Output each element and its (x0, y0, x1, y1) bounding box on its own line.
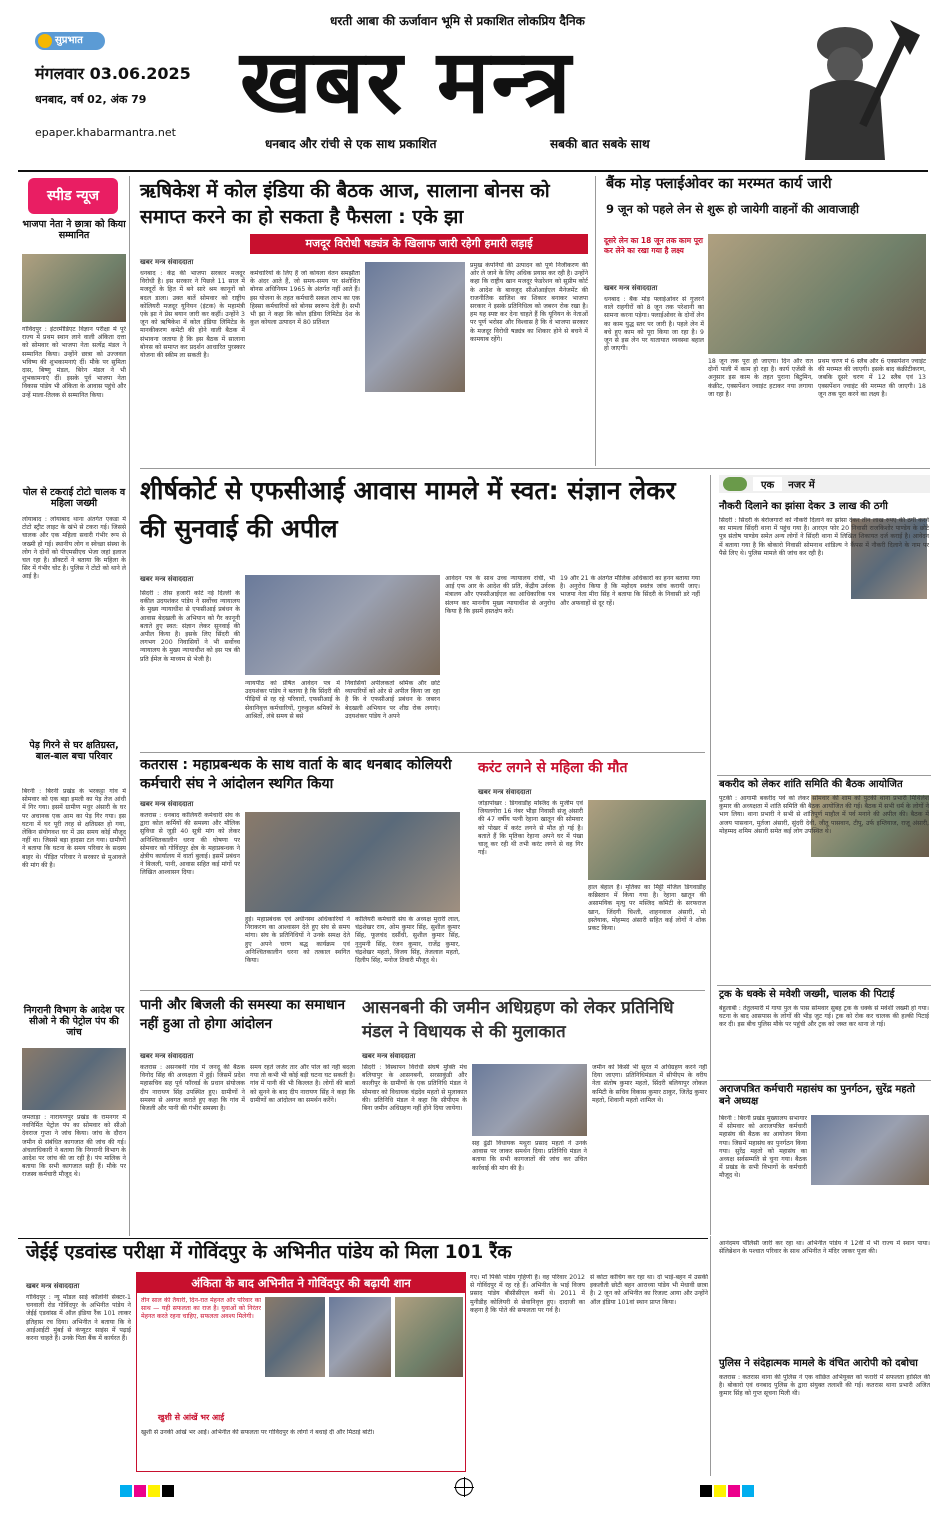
apex-text: न्यायपीठ को प्रेषित आवेदन पत्र में उदयशंकर पांडेय ने बताया है कि सिंदरी की पीढ़ियों से रह रहे परिवारों, एफसीआई के सेवानिवृत्त कर्मचारियों, गुरुकुल श्रमिकों के आश्रितों, लंबे समय से बसे (245, 680, 340, 720)
asanbani-text: सह ढुंढी विधायक मथुरा प्रसाद महतो ने उनके आवास पर जाकर समर्थन दिया। प्रतिनिधि मंडल ने बताया कि सभी कागजातों की जांच कर उचित कार्रवाई की मांग की है। (472, 1140, 587, 1172)
water-headline: पानी और बिजली की समस्या का समाधान नहीं हुआ तो होगा आंदोलन (140, 997, 346, 1032)
lead-banner: मजदूर विरोधी षड्यंत्र के खिलाफ जारी रहेगी हमारी लड़ाई (250, 234, 588, 254)
water-text: समय रहते जर्जर तार और पोल को नहीं बदला गया तो कभी भी कोई बड़ी घटना घट सकती है। गांव में पानी की भी किल्लत है। लोगों की बातों को सुनने के बाद दीप नारायण सिंह ने कहा कि ग्रामीणों का आंदोलन का समर्थन करेंगे। (250, 1064, 355, 1104)
right-bottom-column (710, 1236, 930, 1476)
edition-line: धनबाद, वर्ष 02, अंक 79 (35, 93, 147, 106)
apex-text: निवासियों अपीलकर्ता श्रमिक और छोटे व्यापारियों को ओर से अपील किया जा रहा है कि वे एफसीआई प्रबंधन के जबरन बेदखली अभियान पर शीघ्र रोक लगाएं। उदयशंकर पांडेय ने अपने (345, 680, 440, 720)
story-text: 18 जून तक पूरा हो जाएगा। दिन और रात दोनों पाली में काम हो रहा है। कार्य एजेंसी के अनुसार इस काम के तहत पुराना बिटुमिन, कंक्रीट, एक्सपेंशन ज्वाइंट हटाकर नया लगाया जा रहा है। (708, 358, 813, 398)
section-tag: एक नजर में (719, 475, 930, 493)
water-top-rule (140, 990, 705, 991)
news-photo (22, 254, 126, 322)
masthead-tagline: धरती आबा की ऊर्जावान भूमि से प्रकाशित लोकप्रिय दैनिक (330, 14, 585, 28)
byline: खबर मन्त्र संवाददाता (604, 284, 658, 292)
bottom-feature-box (136, 1272, 466, 1472)
apex-headline: शीर्षकोर्ट से एफसीआई आवास मामले में स्वत: संज्ञान लेकर की सुनवाई की अपील (140, 476, 676, 543)
current-headline: करंट लगने से महिला की मौत (478, 760, 628, 776)
byline: खबर मन्त्र संवाददाता (140, 258, 194, 266)
news-headline: भाजपा नेता ने छात्रा को किया सम्मानित (22, 219, 126, 241)
bottom-text: गोविंदपुर : न्यू मॉडल साई कॉलोनी सेक्टर-1 चनवाली रोड गोविंदपुर के अभिनीत पांडेय ने जेईई एडवांस्ड में ऑल इंडिया रैंक 101 लाकर इतिहास रच दिया। अभिनीत ने बताया कि वे आईआईटी मुंबई से कंप्यूटर साइंस में पढ़ाई करना चाहते हैं। उनके पिता बैंक में कार्यरत हैं। (26, 1294, 131, 1343)
lead-text: धनबाद : केंद्र की भाजपा सरकार मजदूर विरोधी है। इस सरकार ने पिछले 11 साल में मजदूरों के हित में बने सारे श्रम कानूनों को बदल डाला। उक्त बातें सोमवार को राष्ट्रीय कोलियरी मजदूर यूनियन (इंटक) के महामंत्री एके झा ने प्रेस बयान जारी कर कहीं। उन्होंने 3 जून को ऋषिकेश में कोल इंडिया लिमिटेड के मानकीकरण कमेटी की होने वाली बैठक में संभावना जताया है कि इस बैठक में सालाना बोनस को समाप्त कर प्रदर्शन आधारित पुरस्कार योजना की स्कीम ला सकती है। (140, 270, 245, 360)
miner-statue-image (770, 10, 930, 160)
masthead-subtitle-left: धनबाद और रांची से एक साथ प्रकाशित (265, 137, 437, 151)
masthead-rule (18, 170, 928, 172)
masthead-subtitle-right: सबकी बात सबके साथ (550, 137, 650, 151)
current-photo (588, 800, 706, 880)
news-headline: निगरानी विभाग के आदेश पर सीओ ने की पेट्रोल पंप की जांच (23, 1005, 125, 1038)
court-photo (245, 575, 440, 675)
lead-headline: ऋषिकेश में कोल इंडिया की बैठक आज, सालाना बोनस को समाप्त करने का हो सकता है फैसला : एके झा (140, 180, 550, 228)
lead-photo (365, 262, 465, 392)
bottom-text: गए। माँ पिंकी पांडेय गृहिणी हैं। वह परिवार 2012 से गोविंदपुर में रह रहे हैं। अभिनीत के भाई विजय प्रसाद पांडेय बीसीसीएल कर्मी थे। 2011 में मुनीडीह कोलियरी से सेवानिवृत्त हुए। दादाजी का कहना है कि पोते की सफलता पर गर्व है। (470, 1274, 585, 1314)
tag-icon (723, 477, 747, 491)
feature-text: खुशी से उनकी आंखें भर आईं। अभिनीत की सफलता पर गोविंदपुर के लोगों ने बधाई दी और मिठाई बांटी। (141, 1429, 375, 1436)
speed-news-column (18, 176, 130, 1236)
byline: खबर मन्त्र संवाददाता (140, 575, 194, 583)
lead-text: प्रमुख कंपनियों की उत्पादन को पूर्ण निजीकरण की ओर ले जाने के लिए अधिक प्रयास कर रही है। उन्होंने कहा कि राष्ट्रीय खान मजदूर फेडरेशन को सुप्रीम कोर्ट के आदेश के बावजूद सीओआईएल मैनेजमेंट की राजनीतिक साजिश का शिकार बनाकर भाजपा सरकार ने इसके प्रतिनिधित्व को जबरन रोक रखा है। हम यह स्पष्ट कर देना चाहते हैं कि यूनियन के नेताओं पर पूर्ण भरोसा और विश्वास है कि वे भाजपा सरकार के मजदूर विरोधी षड्यंत्र का शिकार होने से बचने में कामयाब रहेंगे। (470, 262, 588, 343)
story-text: सिंदरी : सिंदरी के बेरोजगारों को नौकरी दिलाने का झांसा देकर तीन लाख रुपए की ठगी करने का मामला सिंदरी थाना में पहुंच गया है। आरएन फोर 20 निवासी राजकिशोर पाण्डेय के छोटे पुत्र संतोष पाण्डेय समेत अन्य लोगों ने सिंदरी थाना में लिखित शिकायत दर्ज कराई है। आवेदन में बताया गया है कि बोकारो निवासी सोमनाथ शांडिल्य ने कैंपस में नौकरी दिलाने के नाम पर पैसे लिए थे। पुलिस मामले की जांच कर रही है। (719, 517, 929, 557)
masthead-title: खबर मन्त्र (240, 29, 573, 133)
rule (717, 1080, 931, 1081)
katras-top-rule (140, 752, 705, 753)
story-text: धनबाद : बैंक मोड़ फ्लाईओवर से गुजरने वाले राहगीरों को 8 जून तक परेशानी का सामना करना पड़ेगा। फ्लाईओवर के दोनों लेन का काम युद्ध स्तर पर जारी है। पहले लेन में बचे हुए काम को पूरा किया जा रहा है। 9 जून से इस लेन पर यातायात व्यवस्था बहाल हो जाएगी। (604, 296, 704, 353)
asanbani-text: सिंदरी : विस्थापन विरोधी संघर्ष मुक्ति मंच बलियापुर के आसनबनी, सरसाकुंडी और कालीपुर के ग्रामीणों के एक प्रतिनिधि मंडल ने सोमवार को विधायक चंद्रदेव महतो से मुलाकात की। प्रतिनिधि मंडल ने कहा कि सीपीएम के बिना जमीन अधिग्रहण नहीं होने दिया जायेगा। (362, 1064, 467, 1113)
story-text: बिरनी : बिरनी प्रखंड मुख्यालय सभागार में सोमवार को अराजपत्रित कर्मचारी महासंघ की बैठक का आयोजन किया गया। जिसमें महासंघ का पुनर्गठन किया गया। सुरेंद्र महतो को महासंघ का अध्यक्ष सर्वसम्मति से चुना गया। बैठक में प्रखंड के सभी विभागों के कर्मचारी मौजूद थे। (719, 1115, 807, 1180)
right-mid-column (710, 475, 930, 1235)
feature-banner: अंकिता के बाद अभिनीत ने गोविंदपुर की बढ़ायी शान (137, 1273, 465, 1293)
story-headline: अराजपत्रित कर्मचारी महासंघ का पुनर्गठन, सुरेंद्र महतो बने अध्यक्ष (719, 1084, 915, 1107)
katras-text: कोलियरी कर्मचारी संघ के अध्यक्ष मुरारी लाल, चंद्रशेखर राय, ओम कुमार सिंह, सुशील कुमार सिंह, फूलचंद दसौंधी, सुशील कुमार सिंह, नुनुमनी सिंह, रंजन कुमार, राजेंद्र कुमार, चंद्रशेखर महतो, विजय सिंह, तेजलाल महतो, दिलीप सिंह, मनोज तिवारी मौजूद थे। (355, 916, 460, 965)
masthead (0, 0, 945, 160)
story-text: प्रथम चरण में 6 स्लैब और 6 एक्सपेंशन ज्वाइंट की मरम्मत की जाएगी। इसके बाद कंक्रीटीकरण, जबकि दूसरे चरण में 12 स्लैब एवं 13 एक्सपेंशन ज्वाइंट की मरम्मत की जाएगी। 18 जून तक पूरा करने का लक्ष्य है। (818, 358, 926, 398)
speed-news-badge: स्पीड न्यूज (28, 178, 118, 214)
bottom-headline: जेईई एडवांस्ड परीक्षा में गोविंदपुर के अभिनीत पांडेय को मिला 101 रैंक (26, 1242, 512, 1263)
katras-text: हुई। महाप्रबंधक एवं अधीनस्थ अधिकारियों ने निराकरण का आश्वासन देते हुए संघ से समय मांगा। संघ के प्रतिनिधियों ने उनके समक्ष देते हुए अपने चरण बद्ध कार्यक्रम एवं अनिश्चितकालीन धरना को तत्काल स्थगित किया। (245, 916, 350, 965)
byline: खबर मन्त्र संवाददाता (140, 1052, 194, 1060)
story-text: कतरास : कतरास थाना की पुलिस ने एक वांछित अभियुक्त को फरारी में सफलता हासिल की है। बोकारो एवं धनबाद पुलिस के द्वारा संयुक्त तलाशी की गई। कतरास थाना प्रभारी अजित कुमार सिंह को गुप्त सूचना मिली थी। (719, 1373, 930, 1397)
news-headline: पेड़ गिरने से घर क्षतिग्रस्त, बाल-बाल बचा परिवार (29, 740, 119, 762)
current-text: हाल बेहाल है। मृतिका का मिट्टी मंजिल डिगवाडीह कब्रिस्तान में किया गया है। रेहाना खातून की असामयिक मृत्यु पर मस्जिद कमिटी के सरफराज खान, जिंदगी चिश्ती, शाहनवाज अंसारी, मो इस्तेयाक, मोहम्मद अंसारी सहित कई लोगों ने शोक प्रकट किया। (588, 884, 706, 933)
apex-text: आवेदन पत्र के साथ उच्च न्यायालय रांची, भी आई एफ आर के आदेश की प्रति, केंद्रीय उर्वरक मंत्रालय और एफसीआईएल का आधिकारिक पत्र संलग्न कर माननीय मुख्य न्यायाधीश से अनुरोध किया है कि इसमें हस्तक्षेप करें। (445, 575, 555, 615)
news-photo (22, 1048, 126, 1110)
apex-text: सिंदरी : तीस हजारी कोर्ट नई दिल्ली के वकील उदयशंकर पांडेय ने सर्वोच्च न्यायालय के मुख्य न्यायाधीश से एफसीआई प्रबंधन के आवास बेदखली के अभियान को गैर कानूनी बताते हुए स्वत: संज्ञान लेकर सुनवाई की अपील किया है। इसके लिए सिंदरी की लगभग 200 निवासियों ने भी सर्वोच्च न्यायालय के मुख्य न्यायाधीश को इस पत्र की प्रति ईमेल के माध्यम से भेजी है। (140, 590, 240, 663)
student-photo (329, 1297, 391, 1377)
bottom-text: से कोटा कोचिंग कर रहा था। दो भाई-बहन में उसकी इकलौती छोटी बहन आराध्या पांडेय भी मेधावी छात्रा है। 2 जून को अभिनीत का रिजल्ट आया और उन्होंने ऑल इंडिया 101वां स्थान प्राप्त किया। (590, 1274, 708, 1306)
right-top-story (595, 176, 930, 466)
color-registration-strip (120, 1482, 176, 1501)
story-text: पुटकी : आगामी बकरीद पर्व को लेकर सोमवार की शाम को पुटकी थाना प्रभारी मिथिलेश कुमार की अध्यक्षता में शांति समिति की बैठक आयोजित की गई। बैठक में सभी धर्म के लोगों ने भाग लिया। थाना प्रभारी ने सभी से शांतिपूर्ण माहौल में पर्व मनाने की अपील की। बैठक में अजय पासवान, मुर्तजा अंसारी, सुंदरी देवी, जीतू पासवान, टीपू, उर्फ इम्तियाज, राजू अंसारी, मोहम्मद शमिम अंसारी समेत कई लोग उपस्थित थे। (719, 795, 929, 835)
story-subheadline: 9 जून को पहले लेन से शुरू हो जायेगी वाहनों की आवाजाही (606, 201, 860, 216)
story-text: बेहुलाबी : तेतुलमारी में गाया पुल के पास सोमवार सुबह ट्रक के धक्के से मवेशी जख्मी हो गया। घटना के बाद आसपास के लोगों की भीड़ जुट गई। ट्रक को रोक कर चालक की हल्की पिटाई कर दी। इस बीच पुलिस मौके पर पहुंची और ट्रक को जब्त कर थाना ले गई। (719, 1005, 929, 1029)
news-text: जमताड़ा : नारायणपुर प्रखंड के रामनगर में नवनिर्मित पेट्रोल पंप का सोमवार को सीओ देवराज गुप्ता ने जांच किया। जांच के दौरान जमीन से संबंधित कागजात की जांच की गई। अंचलाधिकारी ने बताया कि निगरानी विभाग के आदेश पर जांच की जा रही है। पंप मालिक ने बताया कि सभी कागजात सही हैं। मौके पर राजस्व कर्मचारी मौजूद थे। (22, 1114, 126, 1179)
family-photo (265, 1297, 325, 1377)
feature-quote: तीन साल की तैयारी, दिन-रात मेहनत और परिवार का साथ — यही सफलता का राज है। युवाओं को निरंतर मेहनत करते रहना चाहिए, सफलता अवश्य मिलेगी। (141, 1297, 261, 1321)
katras-text: कतरास : धनबाद कोलियरी कर्मचारी संघ के द्वारा कोल कर्मियों की समस्या और मौलिक सुविधा से जुड़ी 40 सूत्री मांग को लेकर अनिश्चितकालीन धरना की घोषणा पर सोमवार को गोविंदपुर क्षेत्र के महाप्रबन्धक ने क्षेत्रीय कार्यालय में वार्ता बुलाई। इसमें प्रबंधन ने बिजली, पानी, आवास सहित कई मांगों पर लिखित आश्वासन दिया। (140, 812, 240, 877)
byline: खबर मन्त्र संवाददाता (26, 1282, 80, 1290)
lead-text: कर्मचारियों के लिए है जो कोयला वेतन समझौता के अंदर आते हैं, जो समय-समय पर संशोधित बोनस अधिनियम 1965 के अंतर्गत नहीं आते हैं। इस योजना के तहत कर्मचारी सकल लाभ का एक हिस्सा कर्मचारियों को बोनस स्वरूप देती है। सभी भी झा ने कहा कि कोल इंडिया लिमिटेड देश के कुल कोयला उत्पादन में 80 प्रतिशत (250, 270, 360, 327)
asanbani-photo (472, 1064, 587, 1136)
apex-top-rule (140, 468, 930, 469)
color-registration-strip (700, 1482, 756, 1501)
brand-badge: सुप्रभात (35, 32, 105, 50)
story-headline: बकरीद को लेकर शांति समिति की बैठक आयोजित (719, 779, 903, 790)
date-line: मंगलवार 03.06.2025 (35, 64, 191, 83)
news-text: लोयाबाद : लोयाबाद थाना अंतर्गत एकडा में टोटो स्ट्रीट लाइट के खंभे से टकरा गई। जिससे चालक और एक महिला सवारी गंभीर रूप से जख्मी हो गई। स्थानीय लोग व स्वेच्छा संस्था के लोग ने दोनों को पीएमसीएच भेजा जहां इलाज चल रहा है। डॉक्टरों ने बताया कि महिला के सिर में गंभीर चोट है। पुलिस ने टोटो को थाने ले आई है। (22, 516, 126, 581)
callout-box: दूसरे लेन का 18 जून तक काम पूरा कर लेने का रखा गया है लक्ष्य (604, 236, 704, 255)
story-text: आनंदमय पॉलिसी जारी कर रहा था। अभिनीत पांडेय ने 12वीं में भी राज्य में स्थान पाया। सेलिब्रेशन के पश्चात परिवार के साथ अभिनीत ने मंदिर जाकर पूजा की। (719, 1240, 930, 1256)
news-headline: पोल से टकराई टोटो चालक व महिला जख्मी (22, 487, 126, 509)
byline: खबर मन्त्र संवाददाता (478, 788, 532, 796)
brand-badge-icon (38, 34, 52, 48)
asanbani-headline: आसनबनी की जमीन अधिग्रहण को लेकर प्रतिनिधि मंडल ने विधायक से की मुलाकात (362, 998, 674, 1042)
current-text: जोड़ापोखर : डिगवाडीह मस्जिद के मुजीम एवं जियलगोरा 16 नंबर भौड़ा निवासी संजू अंसारी की 47 वर्षीय पत्नी रेहाना खातून की सोमवार को पोखर में करंट लगने से मौत हो गई है। बताते हैं कि मृतिका रेहाना अपने घर में पंखा चालू कर रही थी तभी करंट लगने से वह गिर गई। (478, 800, 583, 857)
byline: खबर मन्त्र संवाददाता (140, 800, 194, 808)
feature-subbanner: खुशी से आंखें भर आई (141, 1411, 241, 1425)
news-text: बिरनी : बिरनी प्रखंड के भरकट्टा गांव में सोमवार को एक बड़ा इमली का पेड़ तेज आंधी में गिर गया। इसमें ग्रामीण मधुर अंसारी के घर पर अचानक एक आम का पेड़ गिर गया। इस घटना में घर पूरी तरह से क्षतिग्रस्त हो गया, लेकिन संयोगवश घर में उस समय कोई मौजूद नहीं था। जिससे बड़ा हादसा टल गया। ग्रामीणों ने बताया कि घटना के समय परिवार के सदस्य बाहर थे। पीड़ित परिवार ने सरकार से मुआवजे की मांग की है। (22, 788, 126, 869)
katras-headline: कतरास : महाप्रबन्धक के साथ वार्ता के बाद धनबाद कोलियरी कर्मचारी संघ ने आंदोलन स्थगित किया (140, 757, 452, 792)
water-text: कतरास : असनबनी गांव में जनदू की बैठक विनोद सिंह की अध्यक्षता में हुई। जिसमें प्रदेश महासचिव सह पूर्व फॉरवर्ड के प्रधान संयोजक दीप नारायण सिंह उपस्थित हुए। ग्रामीणों ने समस्या से अवगत कराते हुए कहा कि गांव में बिजली और पानी की गंभीर समस्या है। (140, 1064, 245, 1113)
registration-mark-icon (455, 1478, 473, 1496)
meeting-photo (245, 812, 460, 912)
bottom-top-rule (18, 1238, 708, 1239)
story-photo (708, 234, 926, 354)
story-headline: नौकरी दिलाने का झांसा देकर 3 लाख की ठगी (719, 501, 888, 512)
apex-text: 19 और 21 के अंतर्गत मौलिक अधिकारों का हनन बताया गया है। अनुरोध किया है कि महोदय स्वतंत्र जांच करायी जाए। भाजपा नेता मीरा सिंह ने बताया कि सिंदरी के निवासी डरे नहीं और अफवाहों से दूर रहें। (560, 575, 700, 607)
epaper-link[interactable]: epaper.khabarmantra.net (35, 126, 176, 139)
story-headline: ट्रक के धक्के से मवेशी जख्मी, चालक की पिटाई (719, 989, 895, 1000)
rule (717, 985, 931, 986)
story-headline: पुलिस ने संदेहात्मक मामले के वंचित आरोपी को दबोचा (719, 1358, 918, 1369)
mahasangh-photo (811, 1115, 929, 1185)
story-headline: बैंक मोड़ फ्लाईओवर का मरम्मत कार्य जारी (606, 176, 832, 192)
rule (717, 775, 931, 776)
byline: खबर मन्त्र संवाददाता (362, 1052, 416, 1060)
asanbani-text: जमीन को किसी भी सूरत में अधिग्रहण करने नहीं दिया जाएगा। प्रतिनिधिमंडल में सीपीएम के वरीय नेता संतोष कुमार महतो, सिंदरी बलियापुर लोकल कमिटी के सचिव विकास कुमार ठाकुर, जितेंद्र कुमार महतो, शिवानी महतो शामिल थे। (592, 1064, 707, 1104)
sister-photo (395, 1297, 463, 1377)
news-text: गोविंदपुर : इंटरमीडिएट विज्ञान परीक्षा में पूरे राज्य में प्रथम स्थान लाने वाली अंकिता दत्ता को सोमवार को भाजपा नेता सत्येंद्र मंडल ने सम्मानित किया। उन्होंने छात्रा को उज्जवल भविष्य की शुभकामनाएं दीं। मौके पर सुमिता दास, बिष्णु मंडल, बिरेन मंडल ने भी शुभकामनाएं दीं। इसके पूर्व भाजपा नेता विकास पांडेय भी अंकिता के आवास पहुंचे और उन्हें माला-तिलक से सम्मानित किया। (22, 326, 126, 399)
